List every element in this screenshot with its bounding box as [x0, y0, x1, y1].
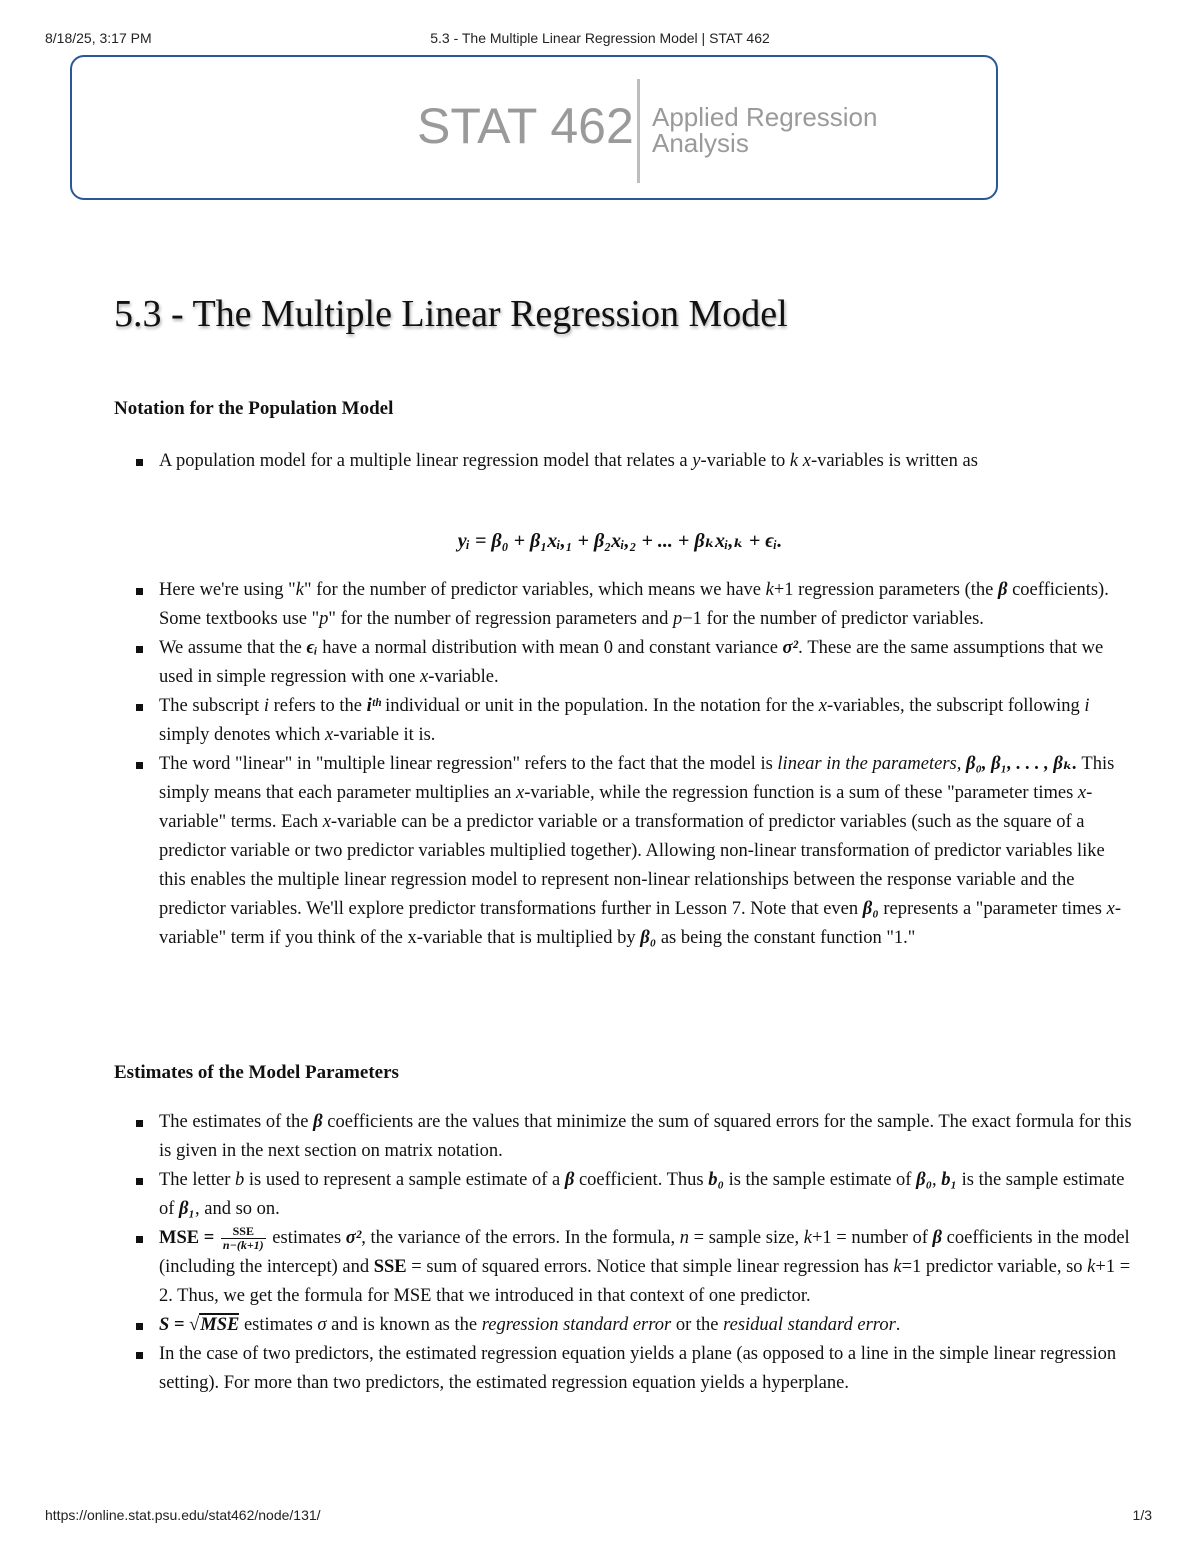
list-item: The estimates of the β coefficients are the values that minimize the sum of squared errors for the sample. The exact formula for this is given in the next section on matrix notation. — [114, 1108, 1134, 1166]
list-item: S = √MSE estimates σ and is known as the regression standard error or the residual standard error. — [114, 1311, 1134, 1340]
section-title-estimates: Estimates of the Model Parameters — [114, 1062, 399, 1083]
list-item: Here we're using "k" for the number of predictor variables, which means we have k+1 regression parameters (the β coefficients). Some textbooks use "p" for the number of regression parameters and p−1 for the number of predictor variables. — [114, 576, 1134, 634]
course-banner[interactable] — [70, 55, 998, 200]
section-title-notation: Notation for the Population Model — [114, 398, 394, 419]
banner-divider — [637, 79, 640, 183]
population-model-equation: yᵢ = β₀ + β₁xᵢ,₁ + β₂xᵢ,₂ + ... + βₖxᵢ,ₖ + ϵᵢ. — [457, 530, 783, 552]
course-name: STAT 462 — [417, 98, 634, 154]
page-title: 5.3 - The Multiple Linear Regression Model — [114, 293, 788, 335]
print-header-title: 5.3 - The Multiple Linear Regression Model | STAT 462 — [430, 30, 770, 46]
list-item: A population model for a multiple linear regression model that relates a y-variable to k x-variables is written as — [114, 447, 1134, 476]
list-item: We assume that the ϵᵢ have a normal distribution with mean 0 and constant variance σ². These are the same assumptions that we used in simple regression with one x-variable. — [114, 634, 1134, 692]
mse-fraction: $\frac{\text{SSE}}{n-(k+1)}$ — [222, 1224, 264, 1253]
print-footer-page-number: 1/3 — [1132, 1507, 1152, 1523]
list-item: The word "linear" in "multiple linear regression" refers to the fact that the model is linear in the parameters, β₀, β₁, . . . , βₖ. This simply means that each parameter multiplies an x-variable, while the regression function is a sum of these "parameter times x-variable" terms. Each x-variable can be a predictor variable or a transformation of predictor variables (such as the square of a predictor variable or two predictor variables multiplied together). Allowing non-linear transformation of predictor variables like this enables the multiple linear regression model to represent non-linear relationships between the response variable and the predictor variables. We'll explore predictor transformations further in Lesson 7. Note that even β₀ represents a "parameter times x-variable" term if you think of the x-variable that is multiplied by β₀ as being the constant function "1." — [114, 750, 1134, 953]
course-subtitle: Applied Regression Analysis — [652, 102, 878, 158]
print-header-datetime: 8/18/25, 3:17 PM — [45, 30, 152, 46]
print-footer-url: https://online.stat.psu.edu/stat462/node/131/ — [45, 1507, 321, 1523]
notation-list-continued — [114, 576, 1134, 953]
notation-list — [114, 447, 1134, 476]
sqrt-mse: √MSE — [189, 1315, 240, 1335]
list-item: MSE = $\frac{\text{SSE}}{n-(k+1)}$ estimates σ², the variance of the errors. In the formula, n = sample size, k+1 = number of β coefficients in the model (including the intercept) and SSE = sum of squared errors. Notice that simple linear regression has k=1 predictor variable, so k+1 = 2. Thus, we get the formula for MSE that we introduced in that context of one predictor. — [114, 1224, 1134, 1311]
list-item: In the case of two predictors, the estimated regression equation yields a plane (as opposed to a line in the simple linear regression setting). For more than two predictors, the estimated regression equation yields a hyperplane. — [114, 1340, 1134, 1398]
estimates-list — [114, 1108, 1134, 1398]
list-item: The letter b is used to represent a sample estimate of a β coefficient. Thus b₀ is the sample estimate of β₀, b₁ is the sample estimate of β₁, and so on. — [114, 1166, 1134, 1224]
list-item: The subscript i refers to the iᵗʰ individual or unit in the population. In the notation for the x-variables, the subscript following i simply denotes which x-variable it is. — [114, 692, 1134, 750]
